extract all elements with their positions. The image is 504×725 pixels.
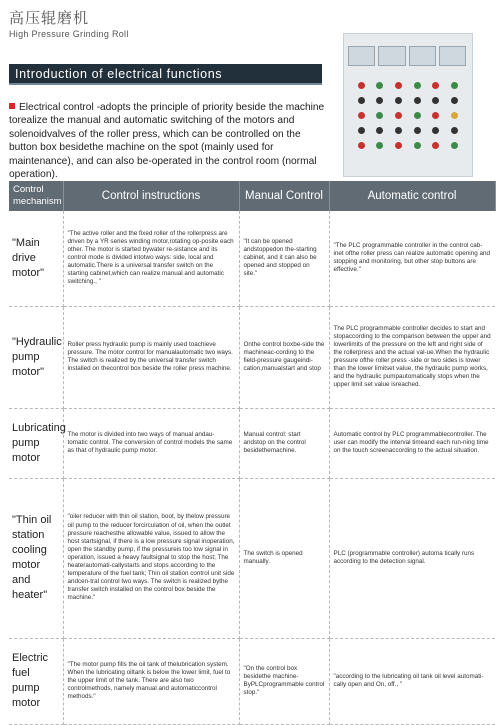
indicator-light-icon [358, 82, 365, 89]
indicator-light-icon [414, 142, 421, 149]
bullet-icon [9, 103, 15, 109]
indicator-light-icon [376, 82, 383, 89]
display-panel-icon [348, 46, 375, 66]
row-manual: Onthe control boxbe-side the machineac-cording to the field-pressure gaugeindi-cation,manualstart and stop [239, 306, 329, 408]
knob-icon [358, 127, 365, 134]
indicator-light-icon [451, 142, 458, 149]
page-title-en: High Pressure Grinding Roll [9, 29, 129, 39]
knob-icon [376, 97, 383, 104]
header-automatic: Automatic control [329, 181, 495, 211]
row-instructions: The motor is divided into two ways of manual andau-tomatic control. The conversion of control models the same as that of hydraulic pump motor. [63, 408, 239, 478]
display-panel-icon [409, 46, 436, 66]
row-mechanism: "Hydraulic pump motor" [9, 306, 63, 408]
row-automatic: "according to the lubricating oil tank oil level automati-cally open and On, off., " [329, 638, 495, 724]
row-manual: The switch is opened manually. [239, 478, 329, 638]
row-instructions: "oiler reducer with thin oil station, boot, by thelow pressure oil pump to the reducer forcirculation of oil, when the outlet pressure reachesthe allowable value, issued to allow the host startsignal, if there is a low pressure signal inoperation, open the standby pump, if the pressureis too low signal in operation, issued a heavy faultsignal to stop the host; The heaterautomati-callystarts and stops according to the temperature of the fuel tank; Thin oil station control unit side andcen-tral control two ways. The switch is realized bythe transfer switch installed on the control box beside the machine." [63, 478, 239, 638]
row-automatic: The PLC programmable controller decides to start and stopaccording to the comparison between the upper and lowerlimits of the pressure on the left and right side of the rollerpress and the actual val-ue.When the hydraulic pressure ofthe roller press -side or two sides is lower than the lower limitset value, the hydraulic pump works, and the hydraulic pumpautomatically stops when the upper limit set value isreached. [329, 306, 495, 408]
display-panel-icon [439, 46, 466, 66]
row-manual: "On the control box besidethe machine-ByPLCprogrammable control stop." [239, 638, 329, 724]
row-instructions: "The active roller and the fixed roller of the rollerpress are driven by a YR series winding motor,rotating op-posite each other. The motor is started bywater re-sistance and its control mode is divided intotwo ways: side, local and automatic.There is a universal transfer switch on the starting cabinet,which can realize manual and automatic switching., " [63, 211, 239, 306]
knob-icon [376, 127, 383, 134]
header-instructions: Control instructions [63, 181, 239, 211]
cabinet-indicator-lights [352, 82, 464, 149]
row-mechanism: "Main drive motor" [9, 211, 63, 306]
table-row [9, 211, 495, 306]
indicator-light-icon [432, 112, 439, 119]
section-title-bar: Introduction of electrical functions [9, 64, 322, 85]
table-row [9, 306, 495, 408]
control-table [9, 181, 496, 725]
table-row [9, 638, 495, 724]
row-automatic: Automatic control by PLC programmablecontroller. The user can modify the interval timeand each run-ning time on the touch screenaccording to the actual situation. [329, 408, 495, 478]
row-instructions: "The motor pump fills the oil tank of thelubrication system. When the lubricating oiltank is below the lower limit, fuel to the upper limit of the tank. There are also two controlmethods, namely manual and automaticcontrol methods." [63, 638, 239, 724]
table-row [9, 408, 495, 478]
knob-icon [432, 97, 439, 104]
row-mechanism: "Thin oil station cooling motor and heater" [9, 478, 63, 638]
indicator-light-icon [395, 112, 402, 119]
knob-icon [414, 127, 421, 134]
indicator-light-icon [395, 142, 402, 149]
row-instructions: Roller press hydraulic pump is mainly used toachieve pressure. The motor control for manualautomatic two ways. The switch is realized by the universal transfer switch installed on thecontrol box beside the roller press machine. [63, 306, 239, 408]
table-row [9, 478, 495, 638]
row-automatic: "The PLC programmable controller in the control cab-inet ofthe roller press can realize automatic opening and stopping and monitoring, but other stop buttons are effective." [329, 211, 495, 306]
indicator-light-icon [358, 142, 365, 149]
row-automatic: PLC (programmable controller) automa tically runs according to the detection signal. [329, 478, 495, 638]
indicator-light-icon [395, 82, 402, 89]
display-panel-icon [378, 46, 405, 66]
knob-icon [358, 97, 365, 104]
indicator-light-icon [451, 82, 458, 89]
indicator-light-icon [376, 142, 383, 149]
knob-icon [451, 97, 458, 104]
row-manual: "It can be opened andstoppedon the-starting cabinet, and it can also be opened and stopped on site." [239, 211, 329, 306]
page-title-cn: 高压辊磨机 [9, 9, 90, 27]
indicator-light-icon [376, 112, 383, 119]
indicator-light-icon [432, 142, 439, 149]
knob-icon [432, 127, 439, 134]
indicator-light-icon [432, 82, 439, 89]
indicator-light-icon [414, 82, 421, 89]
knob-icon [395, 127, 402, 134]
intro-paragraph [9, 101, 329, 181]
control-cabinet-photo [343, 33, 473, 177]
knob-icon [414, 97, 421, 104]
header-mechanism: Control mechanism [9, 181, 63, 211]
knob-icon [395, 97, 402, 104]
cabinet-display-row [348, 40, 466, 72]
row-mechanism: Electric fuel pump motor [9, 638, 63, 724]
intro-text: Electrical control -adopts the principle of priority beside the machine torealize the manual and automatic switching of the motors and solenoidvalves of the roller press, which can be controlled on the button box besidethe machine on the spot (mainly used for maintenance), and can also be-operated in the control room (normal operation). [9, 102, 325, 181]
row-mechanism: Lubricating pump motor [9, 408, 63, 478]
indicator-light-icon [414, 112, 421, 119]
header-manual: Manual Control [239, 181, 329, 211]
row-manual: Manual control: start andstop on the control besidethemachine. [239, 408, 329, 478]
table-header-row [9, 181, 495, 211]
knob-icon [451, 127, 458, 134]
indicator-light-icon [358, 112, 365, 119]
indicator-light-icon [451, 112, 458, 119]
